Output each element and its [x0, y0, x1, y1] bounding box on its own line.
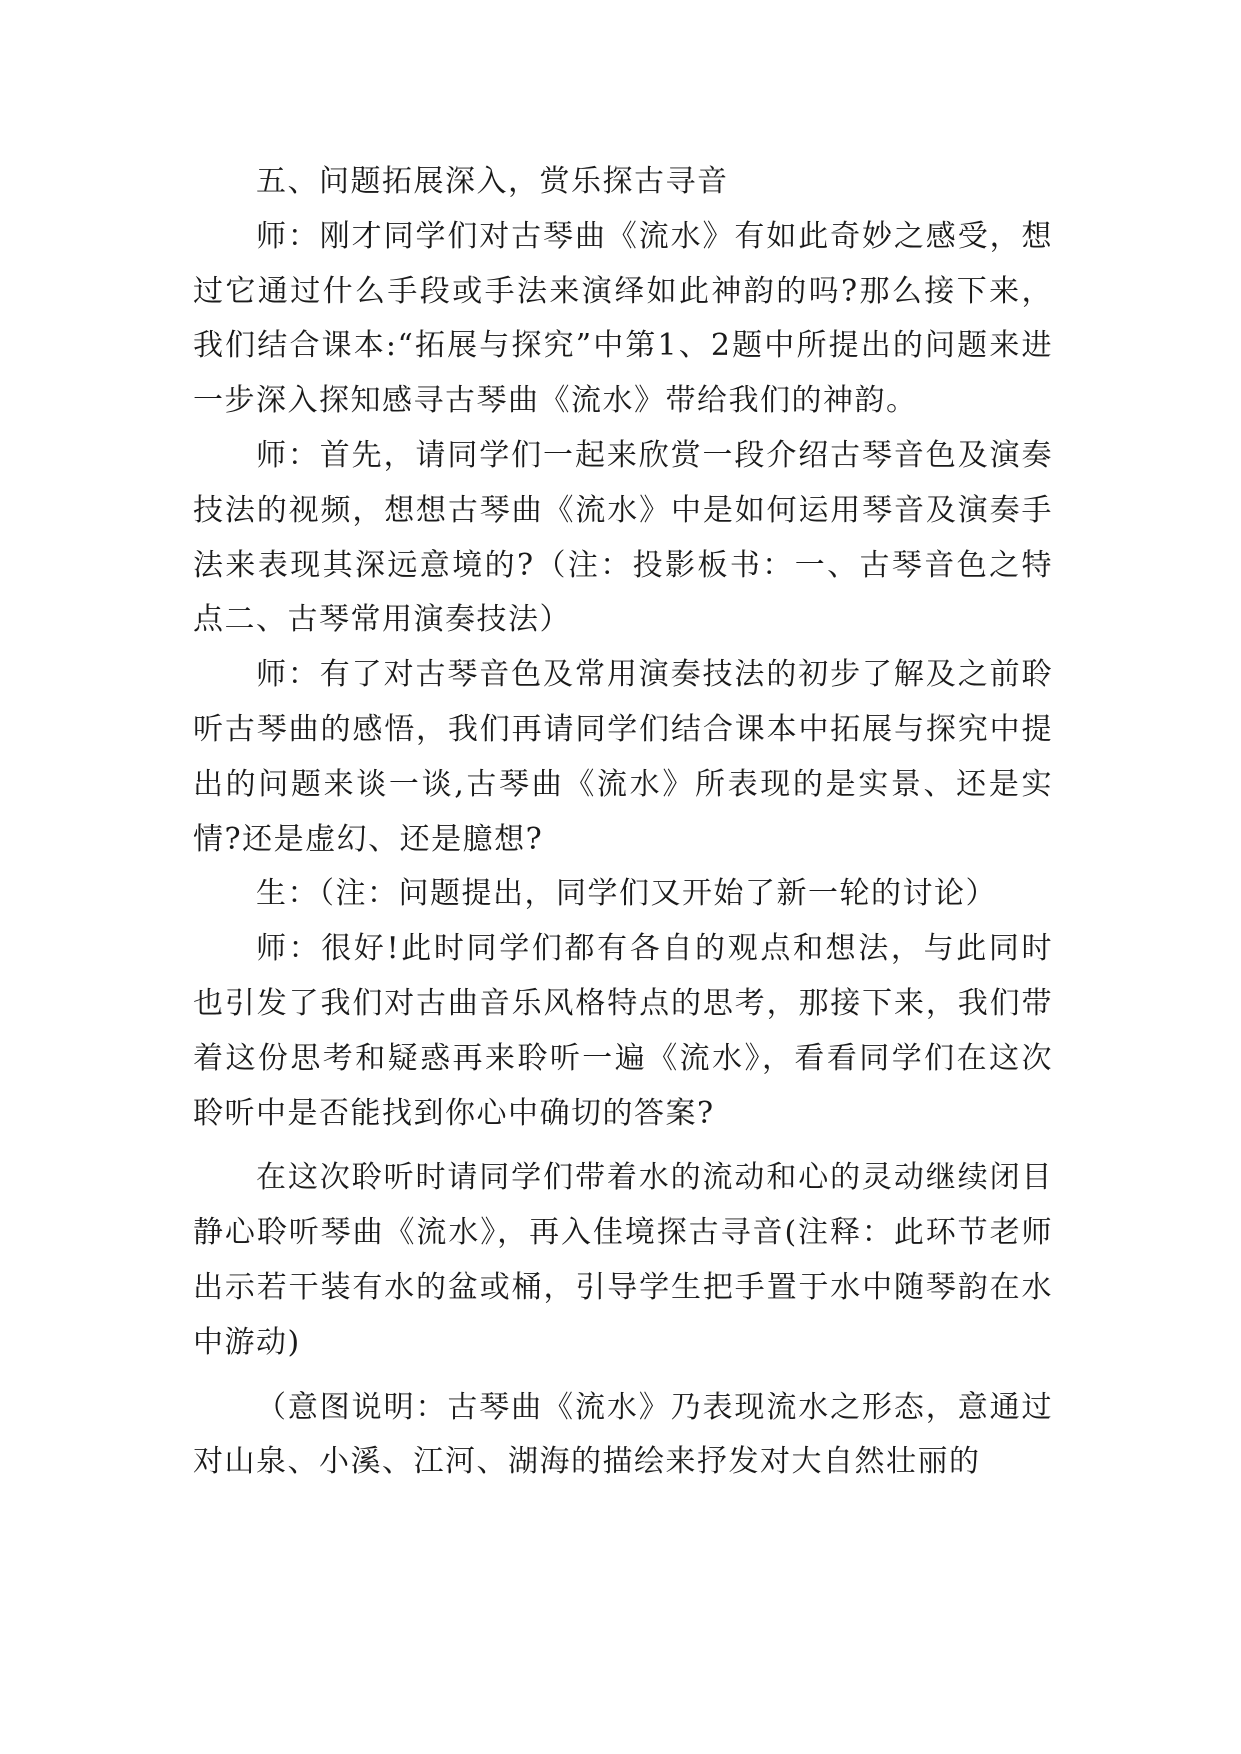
- paragraph-teacher-2: 师：首先，请同学们一起来欣赏一段介绍古琴音色及演奏技法的视频，想想古琴曲《流水》中是如何运用琴音及演奏手法来表现其深远意境的?（注：投影板书：一、古琴音色之特点二、古琴常用演奏技法）: [193, 437, 1053, 638]
- document-body: [193, 155, 1053, 1490]
- paragraph-teacher-3: 师：有了对古琴音色及常用演奏技法的初步了解及之前聆听古琴曲的感悟，我们再请同学们结合课本中拓展与探究中提出的问题来谈一谈,古琴曲《流水》所表现的是实景、还是实情?还是虚幻、还是臆想?: [193, 657, 1053, 857]
- paragraph-teacher-1: 师：刚才同学们对古琴曲《流水》有如此奇妙之感受，想过它通过什么手段或手法来演绎如此神韵的吗?那么接下来，我们结合课本:“拓展与探究”中第1、2题中所提出的问题来进一步深入探知感寻古琴曲《流水》带给我们的神韵。: [193, 218, 1053, 419]
- section-heading: 五、问题拓展深入，赏乐探古寻音: [256, 164, 729, 199]
- paragraph-listening: 在这次聆听时请同学们带着水的流动和心的灵动继续闭目静心聆听琴曲《流水》，再入佳境探古寻音(注释：此环节老师出示若干装有水的盆或桶，引导学生把手置于水中随琴韵在水中游动): [193, 1160, 1053, 1360]
- paragraph-intent: （意图说明：古琴曲《流水》乃表现流水之形态，意通过对山泉、小溪、江河、湖海的描绘来抒发对大自然壮丽的: [193, 1389, 1053, 1480]
- paragraph-teacher-4: 师：很好!此时同学们都有各自的观点和想法，与此同时也引发了我们对古曲音乐风格特点的思考，那接下来，我们带着这份思考和疑惑再来聆听一遍《流水》，看看同学们在这次聆听中是否能找到你心中确切的答案?: [193, 931, 1053, 1131]
- paragraph-student: 生：（注：问题提出，同学们又开始了新一轮的讨论）: [256, 876, 997, 912]
